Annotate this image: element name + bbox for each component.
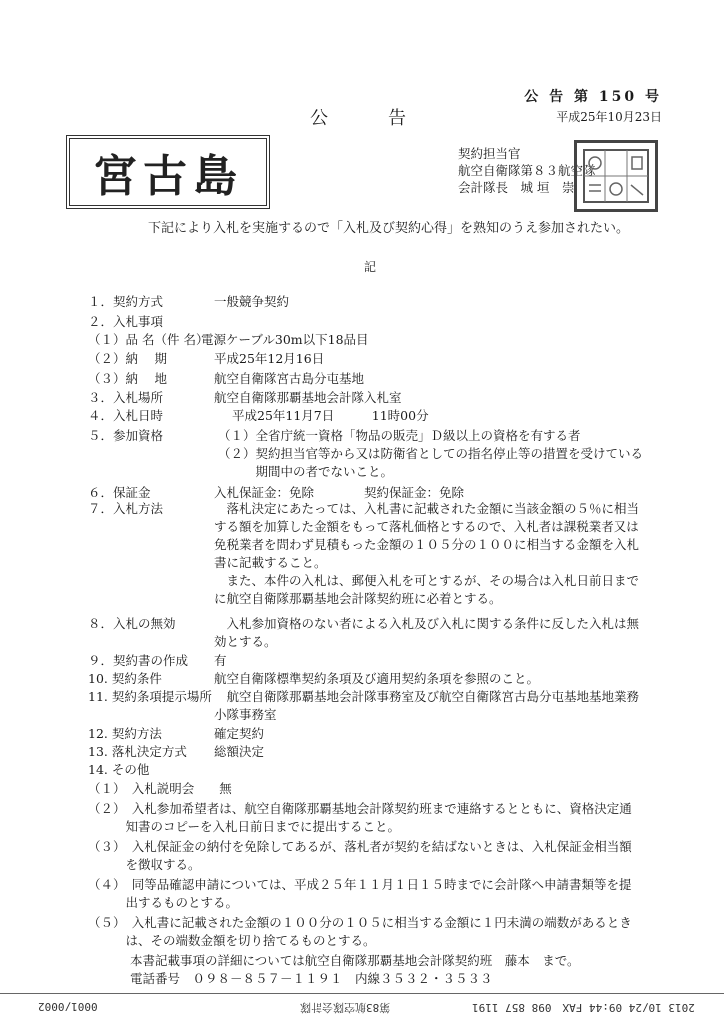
- item-value: 平成25年12月16日: [214, 351, 325, 366]
- item-label: （２）納 期: [88, 351, 167, 366]
- others-line: 出するものとする。: [88, 895, 239, 910]
- fax-footer-page: 0001/0002: [38, 1000, 98, 1013]
- item-label: ９．契約書の作成: [88, 653, 189, 668]
- item-label: ４．入札日時: [88, 408, 164, 423]
- method-line: 落札決定にあたっては、入札書に記載された金額に当該金額の５％に相当: [214, 501, 640, 516]
- others-line: を徴収する。: [88, 857, 201, 872]
- method-line: に航空自衛隊那覇基地会計隊契約班に必着とする。: [214, 591, 502, 606]
- others-line: （２） 入札参加希望者は、航空自衛隊那覇基地会計隊契約班まで連絡するとともに、資格決定通: [88, 801, 632, 816]
- seal-pattern-icon: [581, 147, 651, 205]
- others-item-3: [88, 838, 632, 874]
- item-label: 10. 契約条件: [88, 671, 162, 686]
- presentation-line: 航空自衛隊那覇基地会計隊事務室及び航空自衛隊宮古島分屯基地基地業務: [214, 689, 640, 704]
- item-value: 確定契約: [214, 726, 265, 741]
- footer-divider: [0, 993, 724, 994]
- page-title: 公告: [310, 108, 466, 129]
- item-label: ６．保証金: [88, 485, 151, 500]
- item-value: 航空自衛隊標準契約条項及び適用契約条項を参照のこと。: [214, 671, 540, 686]
- qualification-line: （１）全省庁統一資格「物品の販売」Ｄ級以上の資格を有する者: [218, 428, 581, 443]
- others-item-5: [88, 914, 632, 950]
- invalid-line: 入札参加資格のない者による入札及び入札に関する条件に反した入札は無: [214, 616, 640, 631]
- item-label: ７．入札方法: [88, 501, 164, 516]
- contact-line: 本書記載事項の詳細については航空自衛隊那覇基地会計隊契約班 藤本 まで。: [130, 953, 580, 968]
- item-label: ５．参加資格: [88, 428, 164, 443]
- item-label: 11. 契約条項提示場所: [88, 689, 212, 704]
- item-value: 総額決定: [214, 744, 265, 759]
- item-label: （１）品 名（件 名）: [88, 332, 209, 347]
- item-value: 入札保証金：免除 契約保証金：免除: [214, 485, 465, 500]
- location-stamp: [66, 135, 270, 209]
- invalid-line: 効とする。: [214, 634, 277, 649]
- contact-line: 電話番号 ０９８－８５７－１１９１ 内線３５３２・３５３３: [130, 971, 493, 986]
- item-value: 一般競争契約: [214, 294, 290, 309]
- method-line: 免税業者を問わず見積もった金額の１０５分の１００に相当する金額を入札: [214, 537, 640, 552]
- method-line: する額を加算した金額をもって落札価格とするので、入札者は課税業者又は: [214, 519, 639, 534]
- item-value: 航空自衛隊那覇基地会計隊入札室: [214, 390, 402, 405]
- others-item-1: [88, 780, 232, 798]
- item-value: 電源ケーブル30m以下18品目: [201, 332, 369, 347]
- presentation-text: [214, 688, 639, 724]
- official-seal-icon: [574, 140, 658, 212]
- others-line: は、その端数金額を切り捨てるものとする。: [88, 933, 376, 948]
- item-label: １．契約方式: [88, 294, 164, 309]
- item-label: 12. 契約方法: [88, 726, 162, 741]
- presentation-line: 小隊事務室: [214, 707, 277, 722]
- method-line: 書に記載すること。: [214, 555, 327, 570]
- method-line: また、本件の入札は、郵便入札を可とするが、その場合は入札日前日まで: [214, 573, 640, 588]
- invalid-text: [214, 615, 639, 651]
- qualification-text: [218, 427, 643, 481]
- officer-line: 会計隊長 城 垣 崇: [458, 180, 575, 195]
- doc-number: 公 告 第 150 号: [524, 89, 662, 105]
- method-text: [214, 500, 639, 608]
- item-value: 平成25年11月7日 11時00分: [232, 408, 429, 423]
- item-label: 14. その他: [88, 762, 150, 777]
- fax-footer-sender: 第83航空隊会計隊: [300, 1001, 391, 1014]
- others-item-4: [88, 876, 632, 912]
- ki-heading: 記: [364, 260, 377, 274]
- contact-block: [130, 952, 580, 988]
- officer-line: 航空自衛隊第８３航空隊: [458, 163, 596, 178]
- others-line: （５） 入札書に記載された金額の１００分の１０５に相当する金額に１円未満の端数があるとき: [88, 915, 632, 930]
- others-line: （１） 入札説明会 無: [88, 781, 232, 796]
- officer-line: 契約担当官: [458, 146, 521, 161]
- item-value: 航空自衛隊宮古島分屯基地: [214, 371, 365, 386]
- fax-footer-timestamp: 2013 10/24 09:44 FAX 098 857 1191: [472, 1001, 695, 1014]
- item-label: ２．入札事項: [88, 314, 164, 329]
- intro-text: 下記により入札を実施するので「入札及び契約心得」を熟知のうえ参加されたい。: [148, 221, 630, 236]
- item-label: （３）納 地: [88, 371, 167, 386]
- others-line: 知書のコピーを入札日前日までに提出すること。: [88, 819, 401, 834]
- qualification-line: 期間中の者でないこと。: [218, 464, 394, 479]
- others-item-2: [88, 800, 632, 836]
- qualification-line: （２）契約担当官等から又は防衛省としての指名停止等の措置を受けている: [218, 446, 644, 461]
- stamp-text: 宮古島: [93, 151, 243, 202]
- item-value: 有: [214, 653, 227, 668]
- item-label: 13. 落札決定方式: [88, 744, 187, 759]
- others-line: （３） 入札保証金の納付を免除してあるが、落札者が契約を結ばないときは、入札保証金相当額: [88, 839, 632, 854]
- issue-date: 平成25年10月23日: [556, 110, 662, 124]
- others-line: （４） 同等品確認申請については、平成２５年１１月１日１５時までに会計隊へ申請書類等を提: [88, 877, 632, 892]
- item-label: ８．入札の無効: [88, 616, 176, 631]
- item-label: ３．入札場所: [88, 390, 164, 405]
